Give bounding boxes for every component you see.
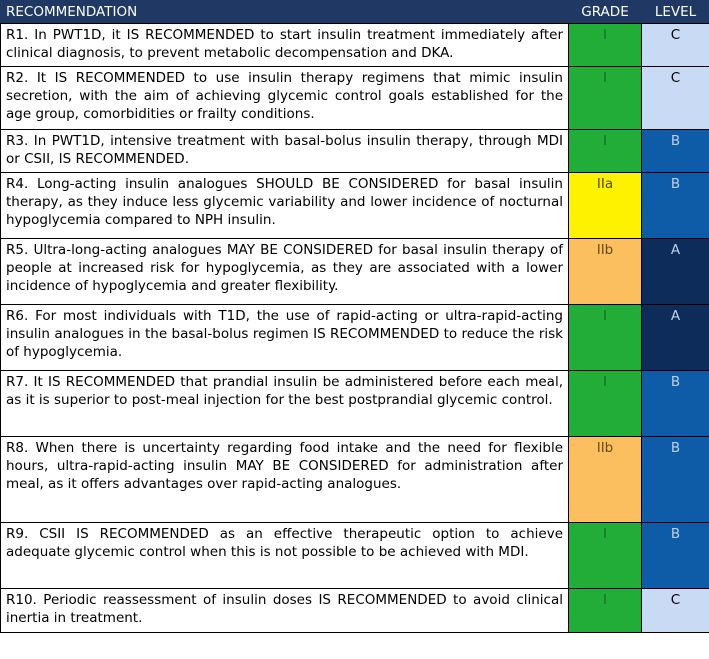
grade-cell: I [569,589,642,633]
table-row [1,239,709,305]
recommendation-text: R8. When there is uncertainty regarding food intake and the need for flexible hours, ultra-rapid-acting insulin MAY BE CONSIDERED for administration after meal, as it offers advantages over rapid-acting analogues. [1,437,569,523]
header-level: LEVEL [642,1,709,24]
recommendation-text: R2. It IS RECOMMENDED to use insulin therapy regimens that mimic insulin secretion, with the aim of achieving glycemic control goals established for the age group, comorbidities or frailty conditions. [1,67,569,130]
level-cell: A [642,239,709,305]
grade-cell: I [569,130,642,173]
level-cell: B [642,173,709,239]
table-row [1,437,709,523]
table-row [1,305,709,371]
level-cell: C [642,67,709,130]
grade-cell: IIa [569,173,642,239]
header-grade: GRADE [569,1,642,24]
level-cell: B [642,523,709,589]
table-row [1,371,709,437]
recommendation-text: R10. Periodic reassessment of insulin doses IS RECOMMENDED to avoid clinical inertia in treatment. [1,589,569,633]
grade-cell: IIb [569,437,642,523]
table-row [1,523,709,589]
recommendation-text: R5. Ultra-long-acting analogues MAY BE CONSIDERED for basal insulin therapy of people at increased risk for hypoglycemia, as they are associated with a lower incidence of hypoglycemia and greater flexibility. [1,239,569,305]
grade-cell: I [569,67,642,130]
recommendation-text: R4. Long-acting insulin analogues SHOULD BE CONSIDERED for basal insulin therapy, as they induce less glycemic variability and lower incidence of nocturnal hypoglycemia compared to NPH insulin. [1,173,569,239]
grade-cell: IIb [569,239,642,305]
level-cell: B [642,130,709,173]
header-row [1,1,709,24]
table-row [1,130,709,173]
level-cell: A [642,305,709,371]
recommendation-text: R1. In PWT1D, it IS RECOMMENDED to start insulin treatment immediately after clinical diagnosis, to prevent metabolic decompensation and DKA. [1,24,569,67]
recommendation-text: R9. CSII IS RECOMMENDED as an effective therapeutic option to achieve adequate glycemic control when this is not possible to be achieved with MDI. [1,523,569,589]
level-cell: B [642,371,709,437]
recommendation-text: R3. In PWT1D, intensive treatment with basal-bolus insulin therapy, through MDI or CSII, IS RECOMMENDED. [1,130,569,173]
recommendation-text: R7. It IS RECOMMENDED that prandial insulin be administered before each meal, as it is superior to post-meal injection for the best postprandial glycemic control. [1,371,569,437]
level-cell: B [642,437,709,523]
grade-cell: I [569,305,642,371]
grade-cell: I [569,371,642,437]
grade-cell: I [569,24,642,67]
level-cell: C [642,24,709,67]
header-recommendation: RECOMMENDATION [1,1,569,24]
grade-cell: I [569,523,642,589]
recommendation-text: R6. For most individuals with T1D, the use of rapid-acting or ultra-rapid-acting insulin analogues in the basal-bolus regimen IS RECOMMENDED to reduce the risk of hypoglycemia. [1,305,569,371]
table-row [1,173,709,239]
table-row [1,24,709,67]
table-row [1,589,709,633]
table-row [1,67,709,130]
level-cell: C [642,589,709,633]
